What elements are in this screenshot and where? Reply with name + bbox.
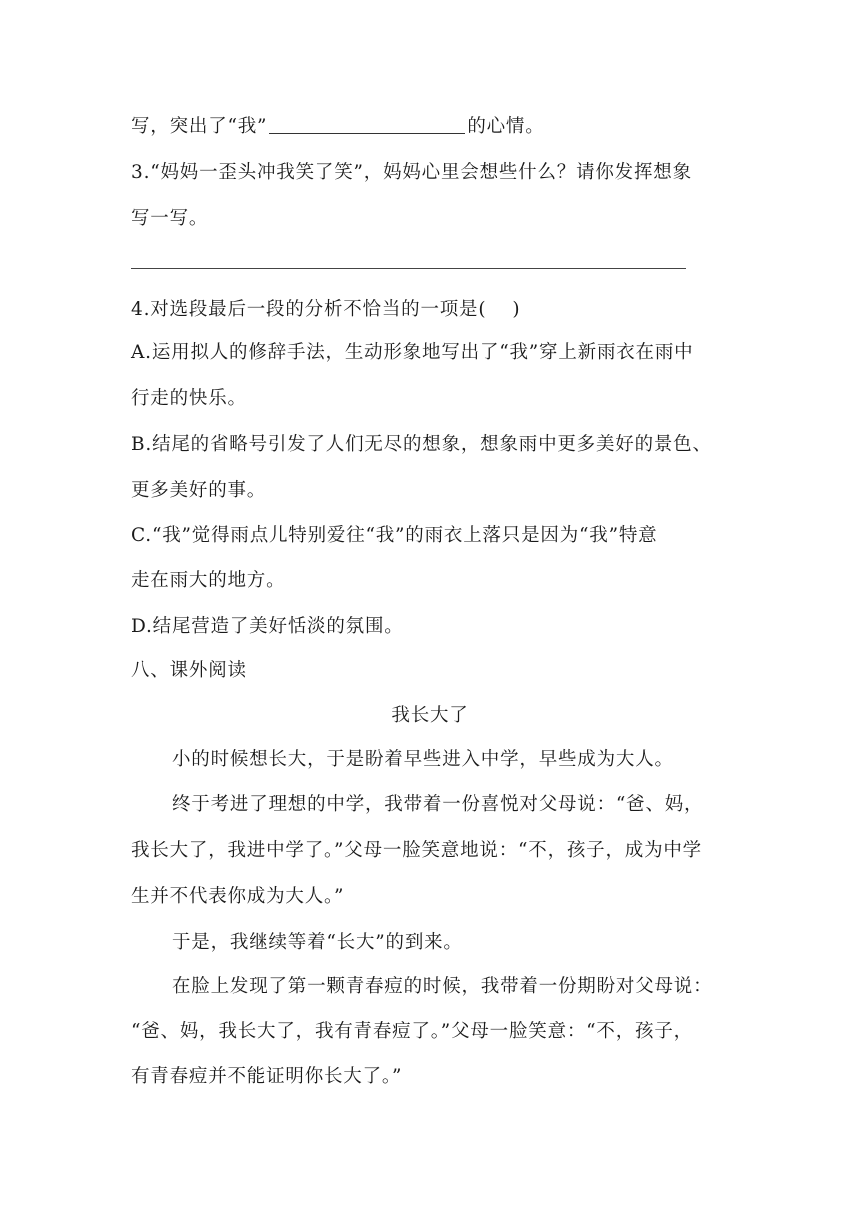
question-2-end-line xyxy=(131,114,741,140)
answer-blank[interactable] xyxy=(269,115,465,134)
question-4-stem xyxy=(131,297,741,323)
passage-title: 我长大了 xyxy=(391,705,469,726)
passage-paragraph-2-line-3: 生并不代表你成为大人。” xyxy=(131,886,345,907)
option-b-line-1: B.结尾的省略号引发了人们无尽的想象，想象雨中更多美好的景色、 xyxy=(131,434,712,455)
passage-paragraph-2-line-2: 我长大了，我进中学了。”父母一脸笑意地说：“不，孩子，成为中学 xyxy=(131,840,702,861)
passage-paragraph-3: 于是，我继续等着“长大”的到来。 xyxy=(172,932,463,953)
passage-paragraph-2-line-1: 终于考进了理想的中学，我带着一份喜悦对父母说：“爸、妈， xyxy=(172,794,704,815)
question-3-line-1: 3.“妈妈一歪头冲我笑了笑”，妈妈心里会想些什么？请你发挥想象 xyxy=(131,162,692,183)
question-3-line-2: 写一写。 xyxy=(131,208,209,229)
option-d-line: D.结尾营造了美好恬淡的氛围。 xyxy=(131,616,404,637)
option-a-line-1: A.运用拟人的修辞手法，生动形象地写出了“我”穿上新雨衣在雨中 xyxy=(131,342,694,363)
option-a-line-2: 行走的快乐。 xyxy=(131,388,247,409)
option-c-line-2: 走在雨大的地方。 xyxy=(131,570,286,591)
option-c-line-1: C.“我”觉得雨点儿特别爱往“我”的雨衣上落只是因为“我”特意 xyxy=(131,525,658,546)
section-8-heading: 八、课外阅读 xyxy=(131,660,247,681)
question-4-stem-close: ) xyxy=(512,299,521,320)
option-b-line-2: 更多美好的事。 xyxy=(131,480,267,501)
passage-paragraph-4-line-3: 有青春痘并不能证明你长大了。” xyxy=(131,1066,403,1087)
question-4-stem-text: 4.对选段最后一段的分析不恰当的一项是( xyxy=(131,299,487,320)
question-2-text-after: 的心情。 xyxy=(467,116,545,137)
question-2-text-before: 写，突出了“我” xyxy=(131,116,268,137)
question-3-answer-line[interactable] xyxy=(131,268,686,269)
passage-paragraph-4-line-1: 在脸上发现了第一颗青春痘的时候，我带着一份期盼对父母说： xyxy=(172,976,713,997)
passage-paragraph-4-line-2: “爸、妈，我长大了，我有青春痘了。”父母一脸笑意：“不，孩子， xyxy=(131,1021,693,1042)
passage-paragraph-1: 小的时候想长大，于是盼着早些进入中学，早些成为大人。 xyxy=(172,749,674,770)
